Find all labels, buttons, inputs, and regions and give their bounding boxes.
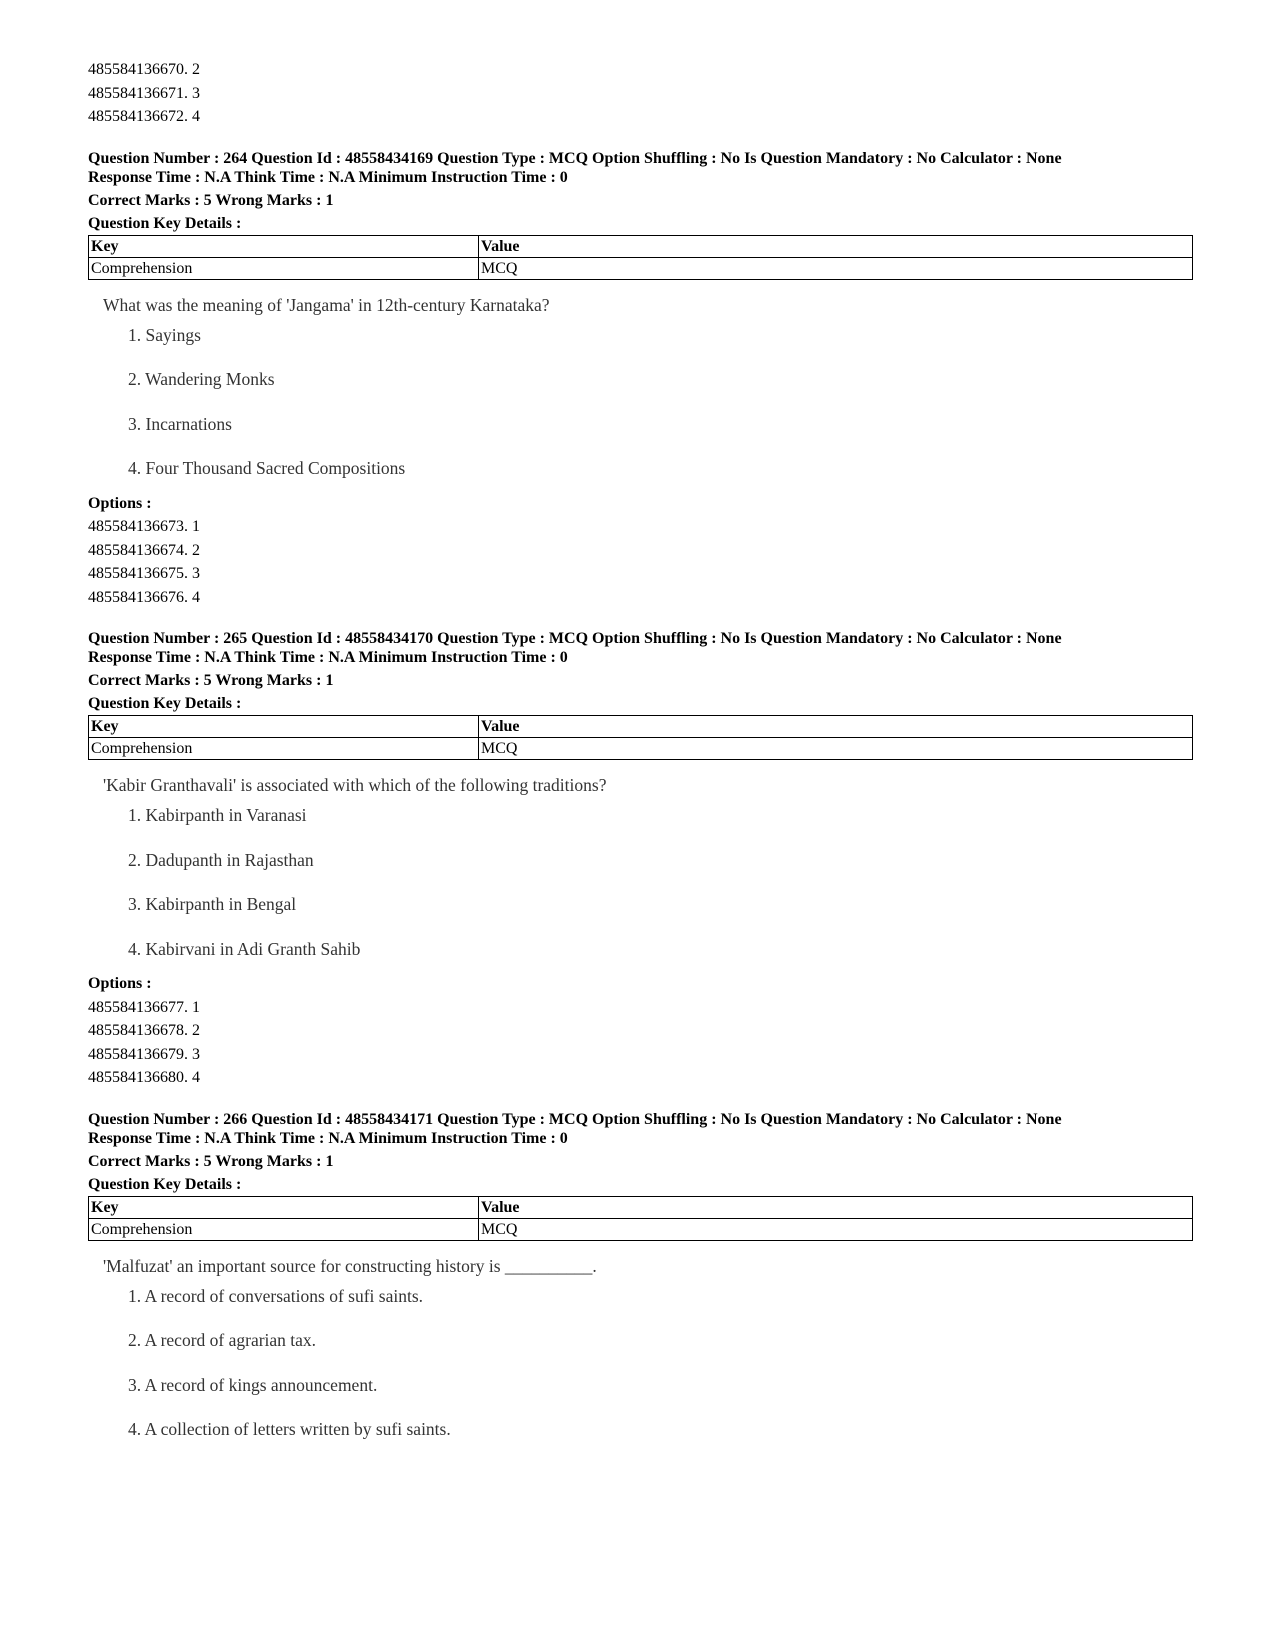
choice-1: 1. Kabirpanth in Varanasi — [128, 805, 307, 825]
key-cell: Comprehension — [89, 738, 479, 760]
question-meta — [88, 149, 1193, 233]
question-key-table — [88, 715, 1193, 760]
choice-3: 3. Kabirpanth in Bengal — [128, 894, 297, 914]
key-cell: Comprehension — [89, 257, 479, 279]
question-meta-line-1: Question Number : 265 Question Id : 48558434170 Question Type : MCQ Option Shuffling : No Is Question Mandatory : No Calculator : None — [88, 630, 1062, 647]
document-page — [88, 58, 1193, 1463]
question-meta-line-1: Question Number : 264 Question Id : 48558434169 Question Type : MCQ Option Shuffling : No Is Question Mandatory : No Calculator : None — [88, 149, 1062, 167]
options-label: Options : — [88, 494, 152, 512]
value-header: Value — [479, 716, 1193, 738]
option-line: 485584136671. 3 — [88, 84, 200, 102]
option-line: 485584136678. 2 — [88, 1022, 200, 1039]
question-key-details-label: Question Key Details : — [88, 1175, 242, 1193]
options-label: Options : — [88, 975, 152, 992]
question-content — [88, 294, 1193, 502]
option-line: 485584136676. 4 — [88, 588, 200, 606]
option-line: 485584136674. 2 — [88, 541, 200, 559]
key-header: Key — [89, 1196, 479, 1218]
question-key-table — [88, 235, 1193, 280]
question-key-details-label: Question Key Details : — [88, 695, 242, 712]
choice-2: 2. Dadupanth in Rajasthan — [128, 849, 314, 870]
key-header: Key — [89, 235, 479, 257]
choice-4: 4. Kabirvani in Adi Granth Sahib — [128, 938, 361, 959]
choice-2: 2. Wandering Monks — [128, 369, 275, 389]
question-content — [88, 774, 1193, 982]
question-block-264 — [88, 149, 1193, 610]
question-text: 'Malfuzat' an important source for constructing history is __________. — [103, 1255, 597, 1276]
choice-4: 4. A collection of letters written by sufi saints. — [128, 1419, 451, 1439]
choice-2: 2. A record of agrarian tax. — [128, 1330, 317, 1350]
choice-3: 3. Incarnations — [128, 413, 232, 434]
question-marks: Correct Marks : 5 Wrong Marks : 1 — [88, 1152, 334, 1170]
option-line: 485584136670. 2 — [88, 61, 200, 78]
question-meta-line-2: Response Time : N.A Think Time : N.A Minimum Instruction Time : 0 — [88, 1129, 568, 1147]
choice-1: 1. Sayings — [128, 324, 201, 345]
question-marks: Correct Marks : 5 Wrong Marks : 1 — [88, 191, 334, 209]
question-meta-line-2: Response Time : N.A Think Time : N.A Minimum Instruction Time : 0 — [88, 168, 568, 186]
question-key-details-label: Question Key Details : — [88, 214, 242, 232]
question-text: What was the meaning of 'Jangama' in 12th-century Karnataka? — [103, 294, 550, 315]
choice-4: 4. Four Thousand Sacred Compositions — [128, 458, 406, 478]
question-block-265 — [88, 629, 1193, 1090]
question-key-table — [88, 1196, 1193, 1241]
value-cell: MCQ — [479, 257, 1193, 279]
choice-3: 3. A record of kings announcement. — [128, 1374, 378, 1395]
option-line: 485584136675. 3 — [88, 565, 200, 582]
question-block-266 — [88, 1110, 1193, 1463]
question-marks: Correct Marks : 5 Wrong Marks : 1 — [88, 672, 334, 689]
option-line: 485584136677. 1 — [88, 998, 200, 1016]
choice-1: 1. A record of conversations of sufi saints. — [128, 1285, 424, 1306]
question-meta — [88, 629, 1193, 713]
option-line: 485584136673. 1 — [88, 518, 200, 535]
value-cell: MCQ — [479, 738, 1193, 760]
question-text: 'Kabir Granthavali' is associated with which of the following traditions? — [103, 775, 607, 795]
value-cell: MCQ — [479, 1218, 1193, 1240]
option-line: 485584136679. 3 — [88, 1045, 200, 1063]
value-header: Value — [479, 235, 1193, 257]
question-content — [88, 1255, 1193, 1463]
question-meta — [88, 1110, 1193, 1194]
question-meta-line-2: Response Time : N.A Think Time : N.A Minimum Instruction Time : 0 — [88, 649, 568, 666]
key-cell: Comprehension — [89, 1218, 479, 1240]
option-line: 485584136680. 4 — [88, 1069, 200, 1086]
previous-options-list — [88, 58, 1193, 129]
value-header: Value — [479, 1196, 1193, 1218]
option-line: 485584136672. 4 — [88, 108, 200, 125]
question-meta-line-1: Question Number : 266 Question Id : 48558434171 Question Type : MCQ Option Shuffling : No Is Question Mandatory : No Calculator : None — [88, 1110, 1062, 1128]
key-header: Key — [89, 716, 479, 738]
